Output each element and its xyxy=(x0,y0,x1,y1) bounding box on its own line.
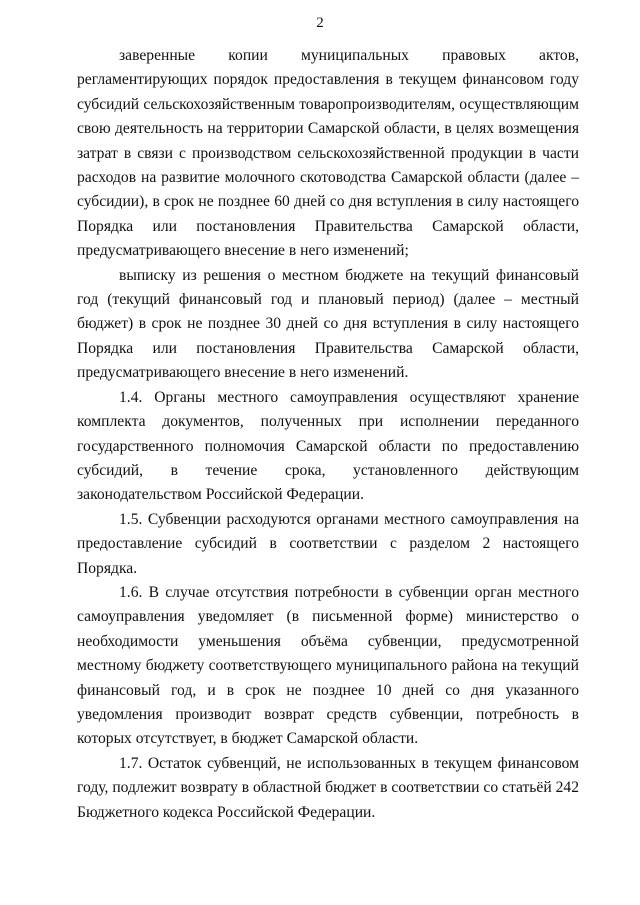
document-body xyxy=(77,44,579,825)
page-number: 2 xyxy=(316,15,324,31)
paragraph-legal-acts: заверенные копии муниципальных правовых актов, регламентирующих порядок предоставления в текущем финансовом году субсидий сельскохозяйственным товаропроизводителям, осуществляющим свою деятельность на территории Самарской области, в целях возмещения затрат в связи с производством сельскохозяйственной продукции в части расходов на развитие молочного скотоводства Самарской области (далее – субсидии), в срок не позднее 60 дней со дня вступления в силу настоящего Порядка или постановления Правительства Самарской области, предусматривающего внесение в него изменений; xyxy=(77,47,579,260)
paragraph-1-7: 1.7. Остаток субвенций, не использованных в текущем финансовом году, подлежит возврату в областной бюджет в соответствии со статьёй 242 Бюджетного кодекса Российской Федерации. xyxy=(77,754,579,821)
paragraph-1-6: 1.6. В случае отсутствия потребности в субвенции орган местного самоуправления уведомляет (в письменной форме) министерство о необходимости уменьшения объёма субвенции, предусмотренной местному бюджету соответствующего муниципального района на текущий финансовый год, и в срок не позднее 10 дней со дня указанного уведомления производит возврат средств субвенции, потребность в которых отсутствует, в бюджет Самарской области. xyxy=(77,583,579,748)
paragraph-1-5: 1.5. Субвенции расходуются органами местного самоуправления на предоставление субсидий в соответствии с разделом 2 настоящего Порядка. xyxy=(77,510,579,577)
paragraph-1-4: 1.4. Органы местного самоуправления осуществляют хранение комплекта документов, полученных при исполнении переданного государственного полномочия Самарской области по предоставлению субсидий, в течение срока, установленного действующим законодательством Российской Федерации. xyxy=(77,388,579,504)
paragraph-budget-extract: выписку из решения о местном бюджете на текущий финансовый год (текущий финансовый год и плановый период) (далее – местный бюджет) в срок не позднее 30 дней со дня вступления в силу настоящего Порядка или постановления Правительства Самарской области, предусматривающего внесение в него изменений. xyxy=(77,266,579,382)
